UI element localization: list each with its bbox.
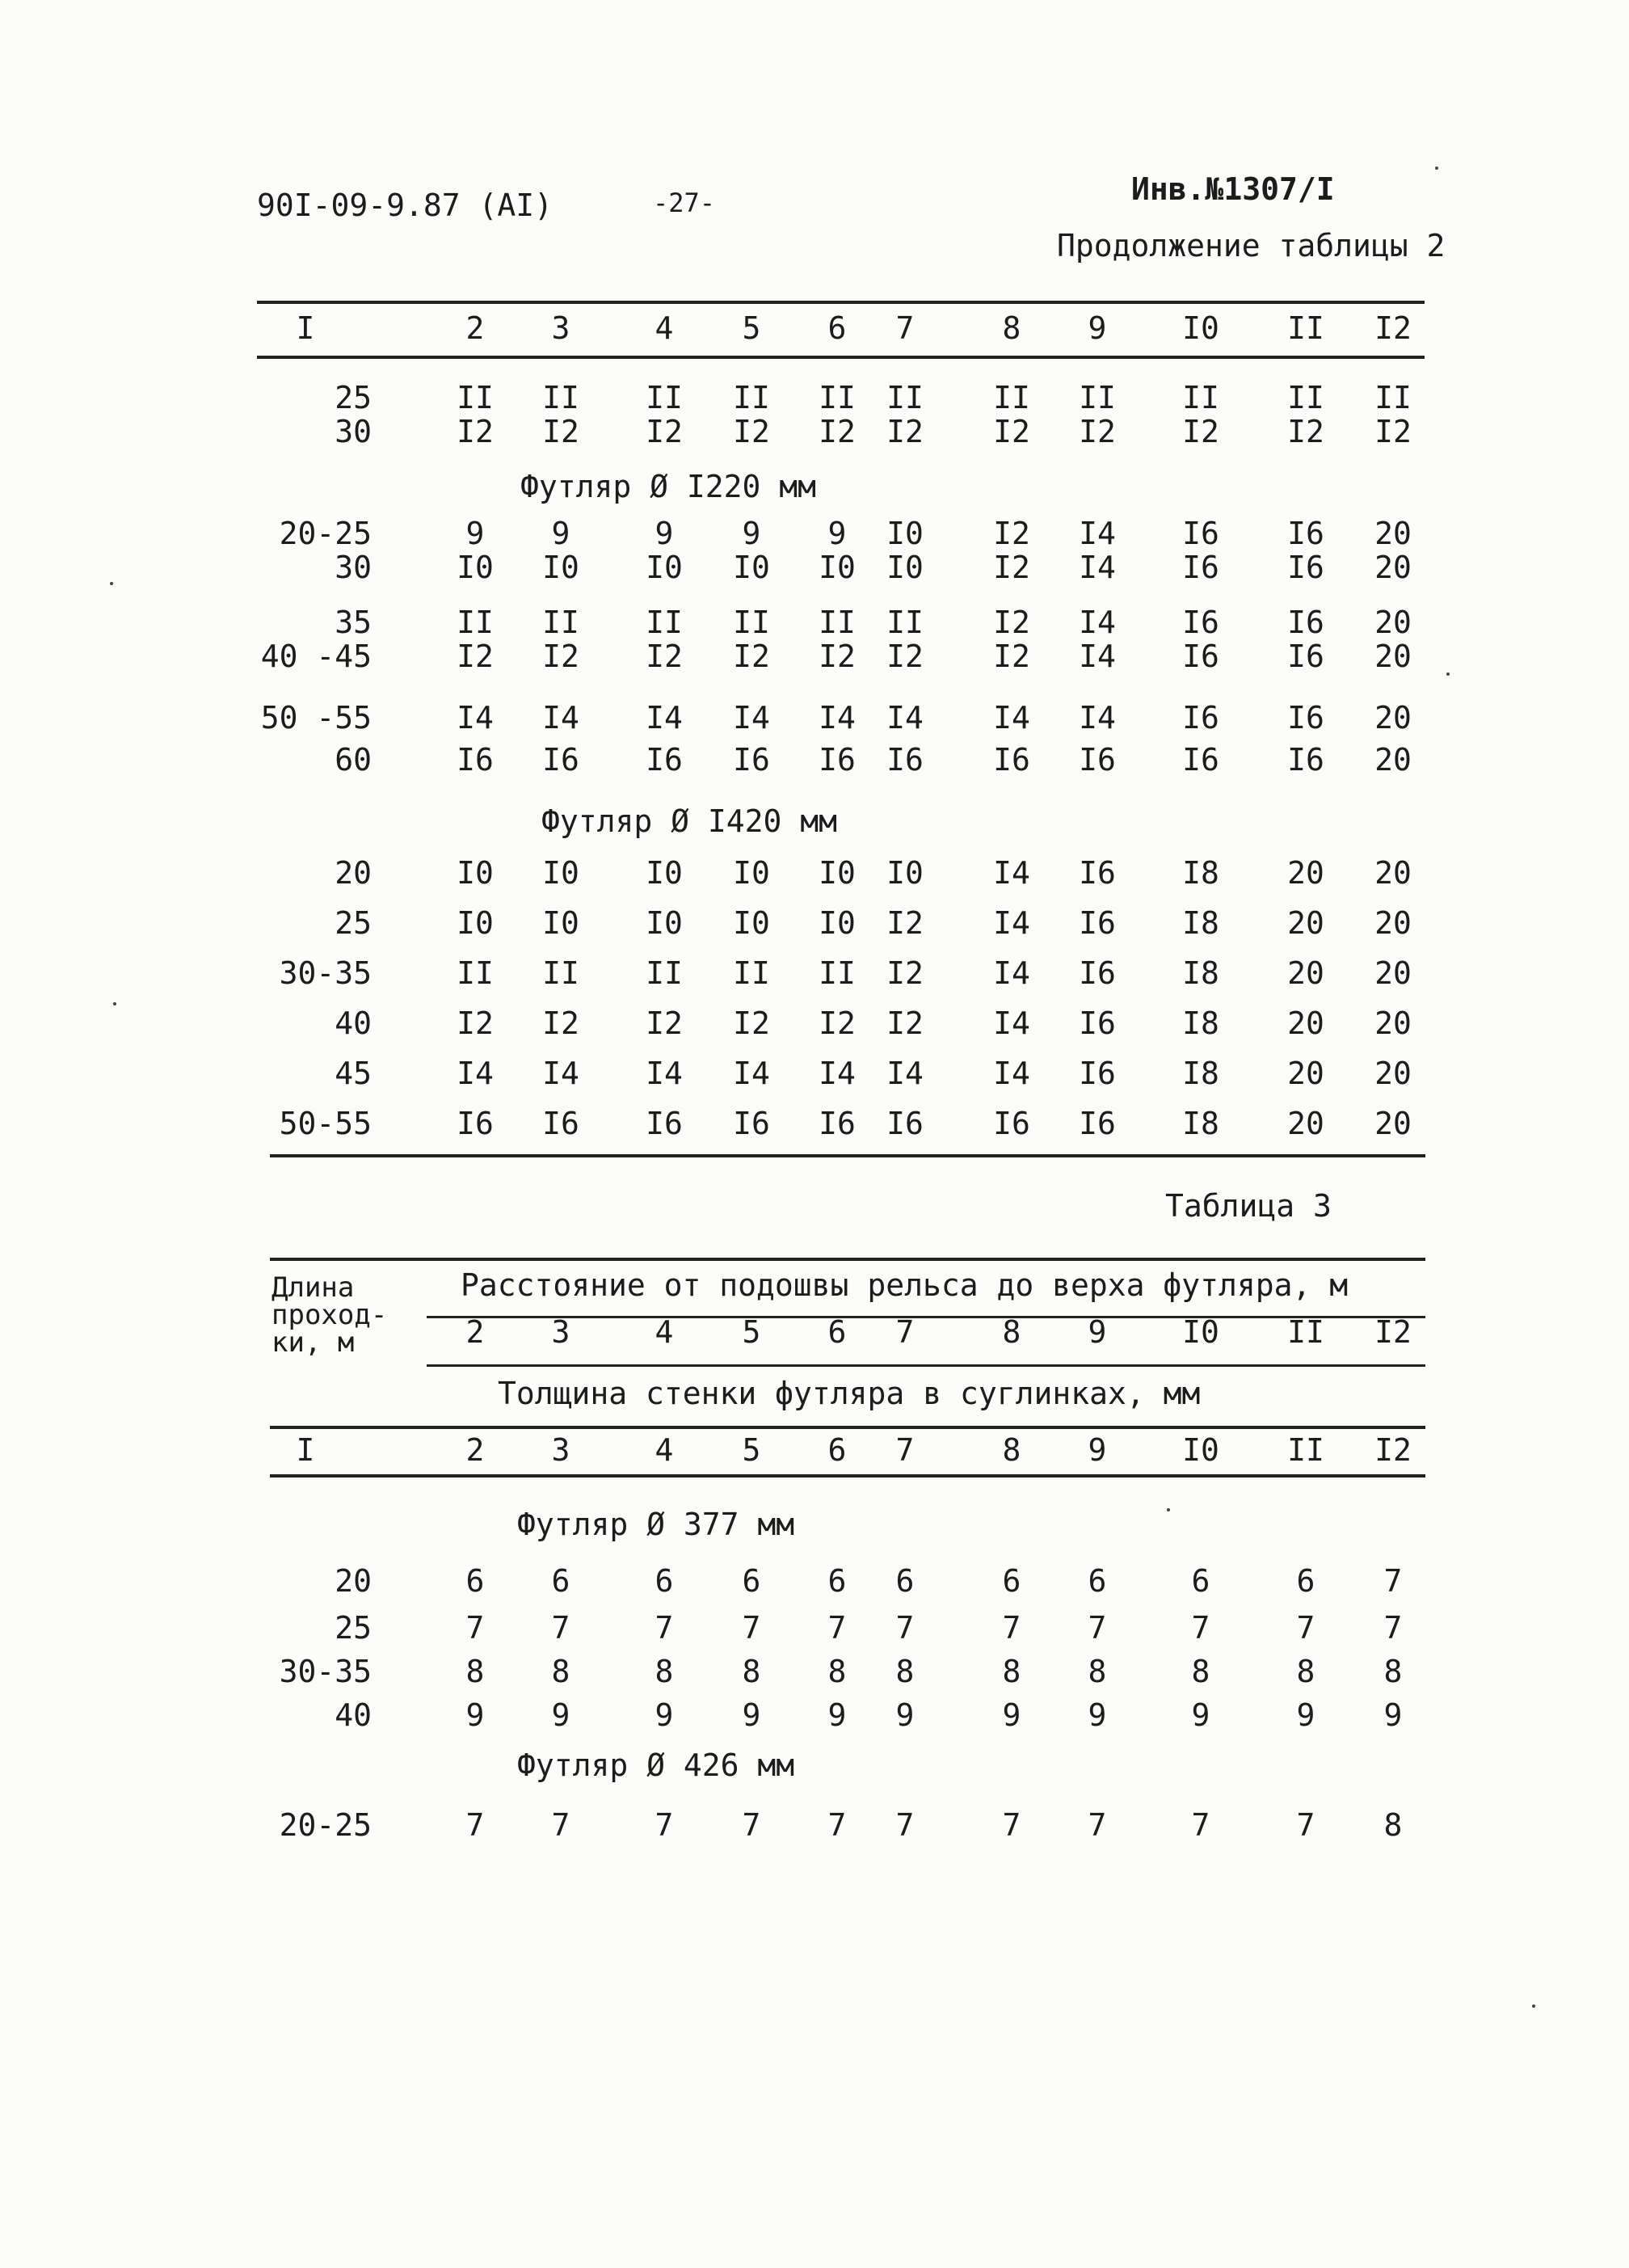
table-cell: I4 [993,855,1030,891]
table-cell: 7 [1002,1610,1021,1646]
table-cell: 6 [1002,1563,1021,1599]
column-header: 6 [827,310,847,346]
table-cell: I4 [733,700,770,736]
table-cell: I2 [819,414,856,449]
table-cell: 7 [551,1807,570,1843]
table-cell: I4 [993,700,1030,736]
table-cell: 7 [1296,1610,1315,1646]
scan-speck [1446,672,1450,676]
table-cell: 20 [1287,1005,1324,1041]
document-code: 90I-09-9.87 (AI) [257,188,554,223]
table-cell: I2 [542,1005,579,1041]
column-header: I2 [1374,1314,1412,1350]
table-cell: II [993,380,1030,415]
table-cell: 6 [551,1563,570,1599]
table-cell: I0 [542,855,579,891]
table-cell: I4 [993,1056,1030,1091]
table-cell: I4 [993,955,1030,991]
table-cell: I0 [457,855,494,891]
column-header: 3 [551,1432,570,1468]
table-cell: 20 [1374,605,1412,640]
table-cell: I0 [886,516,924,551]
table-cell: 9 [742,516,761,551]
table-cell: I2 [457,1005,494,1041]
table-cell: I0 [886,550,924,585]
column-header: 9 [1088,310,1107,346]
row-label: 35 [335,605,372,640]
table-cell: I2 [733,414,770,449]
table-cell: I6 [1287,516,1324,551]
table-cell: I0 [646,905,683,941]
table-cell: I6 [733,1106,770,1141]
table-cell: I0 [819,550,856,585]
table-cell: II [542,380,579,415]
column-header: I0 [1182,310,1219,346]
table-cell: I0 [886,855,924,891]
table-cell: 9 [1002,1697,1021,1733]
table-cell: 6 [1088,1563,1107,1599]
table-rule [270,1474,1425,1478]
table-cell: I6 [1287,550,1324,585]
table-cell: II [457,380,494,415]
table-cell: 7 [1002,1807,1021,1843]
table-cell: 8 [1191,1654,1210,1689]
page-number: -27- [653,188,716,218]
row-label: 25 [335,380,372,415]
table-cell: I2 [886,414,924,449]
table-cell: I0 [646,855,683,891]
table-cell: I2 [886,905,924,941]
table-cell: I6 [646,1106,683,1141]
table-cell: 7 [1088,1610,1107,1646]
table-cell: 9 [895,1697,915,1733]
table-cell: 20 [1374,700,1412,736]
column-header: 5 [742,1314,761,1350]
table-cell: I4 [819,1056,856,1091]
table-cell: I6 [819,1106,856,1141]
table-cell: II [1182,380,1219,415]
table-cell: 7 [1383,1610,1403,1646]
row-label: 50-55 [279,1106,372,1141]
table-cell: I6 [1287,639,1324,674]
scan-speck [110,582,113,585]
column-header: 4 [655,1314,674,1350]
section-title: Футляр Ø I420 мм [541,803,838,839]
column-header: I [296,1432,315,1468]
column-header: I2 [1374,310,1412,346]
row-label: 60 [335,742,372,778]
row-label: 45 [335,1056,372,1091]
table-cell: I6 [457,742,494,778]
table-cell: I6 [819,742,856,778]
table-cell: I6 [1287,742,1324,778]
table-cell: 20 [1374,550,1412,585]
table-cell: 9 [655,1697,674,1733]
column-header: II [1287,1432,1324,1468]
row-label: 40 [335,1005,372,1041]
table-cell: I2 [1374,414,1412,449]
table-cell: II [542,955,579,991]
table-cell: 8 [1002,1654,1021,1689]
table-cell: I4 [542,700,579,736]
table-cell: I6 [542,1106,579,1141]
column-header: 4 [655,1432,674,1468]
column-header: 9 [1088,1314,1107,1350]
row-label: 20 [335,1563,372,1599]
table-cell: I6 [1079,955,1116,991]
table-cell: II [733,605,770,640]
table-rule [270,1258,1425,1261]
table-cell: I6 [1182,550,1219,585]
scan-speck [1167,1508,1170,1511]
column-header: I2 [1374,1432,1412,1468]
column-header: 5 [742,310,761,346]
table-cell: 20 [1287,1106,1324,1141]
table-cell: I6 [993,1106,1030,1141]
table-cell: I2 [993,414,1030,449]
table-cell: 9 [827,516,847,551]
distance-header: Расстояние от подошвы рельса до верха футляра, м [461,1267,1349,1303]
table-cell: I2 [457,414,494,449]
row-label: 40 -45 [260,639,372,674]
row-label: 20 [335,855,372,891]
table-cell: 8 [1296,1654,1315,1689]
table-cell: 7 [1191,1610,1210,1646]
table-cell: 8 [1383,1654,1403,1689]
table-cell: I6 [1079,1056,1116,1091]
row-label: 30-35 [279,955,372,991]
row-label: 50 -55 [260,700,372,736]
row-label: 25 [335,1610,372,1646]
table-cell: I6 [646,742,683,778]
table-cell: 8 [655,1654,674,1689]
section-title: Футляр Ø I220 мм [520,469,817,504]
column-header: 7 [895,310,915,346]
column-header: 3 [551,310,570,346]
table-cell: I4 [886,1056,924,1091]
table-cell: 8 [742,1654,761,1689]
table-cell: 20 [1374,516,1412,551]
table-cell: I6 [542,742,579,778]
thickness-header: Толщина стенки футляра в суглинках, мм [498,1376,1201,1411]
table-cell: 6 [655,1563,674,1599]
table-cell: I0 [733,855,770,891]
table-cell: I4 [1079,550,1116,585]
table-cell: II [819,605,856,640]
row-label: 30 [335,550,372,585]
column-header: 7 [895,1432,915,1468]
row-label: 20-25 [279,516,372,551]
table-cell: I2 [993,550,1030,585]
table-cell: II [646,605,683,640]
table-cell: II [886,380,924,415]
table-cell: 9 [1296,1697,1315,1733]
table-cell: I2 [542,639,579,674]
table-cell: I6 [886,742,924,778]
table-cell: 9 [742,1697,761,1733]
table-cell: I2 [646,414,683,449]
table-cell: I2 [1079,414,1116,449]
column-header: 6 [827,1432,847,1468]
table-cell: I4 [886,700,924,736]
table-cell: I6 [733,742,770,778]
table-cell: 20 [1287,855,1324,891]
row-label: 20-25 [279,1807,372,1843]
table-cell: 7 [895,1807,915,1843]
column-header: I0 [1182,1432,1219,1468]
table-rule [270,1154,1425,1157]
table-cell: II [1287,380,1324,415]
table-cell: I0 [819,855,856,891]
table-cell: I2 [993,516,1030,551]
table-cell: I6 [1182,639,1219,674]
table-cell: 8 [1088,1654,1107,1689]
table-cell: I4 [457,1056,494,1091]
table-cell: I2 [993,605,1030,640]
table-cell: I6 [1079,855,1116,891]
table-cell: 20 [1374,1005,1412,1041]
table-continuation-label: Продолжение таблицы 2 [1057,228,1446,263]
table-cell: I4 [542,1056,579,1091]
table-cell: I6 [1079,905,1116,941]
row-label: 30 [335,414,372,449]
table-cell: I0 [819,905,856,941]
column-header: 7 [895,1314,915,1350]
table-cell: I6 [1182,605,1219,640]
table-cell: 7 [1383,1563,1403,1599]
table-cell: II [542,605,579,640]
table-cell: 8 [895,1654,915,1689]
length-header-line: ки, м [272,1326,355,1359]
table-cell: 20 [1374,1056,1412,1091]
table-cell: 9 [827,1697,847,1733]
table-cell: 7 [742,1807,761,1843]
table-cell: I6 [886,1106,924,1141]
column-header: I0 [1182,1314,1219,1350]
table-cell: 9 [655,516,674,551]
table-cell: 7 [895,1610,915,1646]
table-cell: I4 [733,1056,770,1091]
table-cell: I6 [1182,700,1219,736]
table-cell: I2 [457,639,494,674]
table-cell: I4 [646,1056,683,1091]
table-cell: 7 [742,1610,761,1646]
table-cell: 8 [827,1654,847,1689]
table-cell: 7 [1088,1807,1107,1843]
table-cell: 6 [827,1563,847,1599]
column-header: 4 [655,310,674,346]
table-cell: I6 [993,742,1030,778]
table-cell: 9 [465,1697,485,1733]
table-cell: I4 [1079,639,1116,674]
table-cell: 9 [1191,1697,1210,1733]
table-cell: 20 [1374,639,1412,674]
table-cell: I2 [819,639,856,674]
table-cell: I6 [1287,700,1324,736]
table-cell: 20 [1374,955,1412,991]
table-cell: I2 [646,639,683,674]
table-cell: I6 [1182,516,1219,551]
table-cell: I2 [542,414,579,449]
column-header: II [1287,1314,1324,1350]
table-cell: I2 [1182,414,1219,449]
table-cell: 6 [742,1563,761,1599]
table-cell: II [1374,380,1412,415]
table-cell: I4 [819,700,856,736]
table-cell: I8 [1182,1056,1219,1091]
table-cell: I0 [542,550,579,585]
table-cell: I2 [886,955,924,991]
table-cell: 7 [655,1610,674,1646]
table-cell: I6 [457,1106,494,1141]
table-cell: I0 [733,550,770,585]
table-cell: I2 [886,1005,924,1041]
table-cell: I0 [646,550,683,585]
table-cell: II [646,955,683,991]
table-cell: II [819,955,856,991]
table-cell: II [733,955,770,991]
table-cell: II [819,380,856,415]
column-header: 2 [465,1314,485,1350]
table-cell: 20 [1374,1106,1412,1141]
table-cell: 7 [827,1807,847,1843]
column-header: 2 [465,1432,485,1468]
table-cell: 20 [1287,905,1324,941]
column-header: 3 [551,1314,570,1350]
table-rule [270,1426,1425,1429]
table-cell: I0 [542,905,579,941]
table-cell: 20 [1287,1056,1324,1091]
table-cell: 20 [1374,855,1412,891]
table-cell: 20 [1374,905,1412,941]
column-header: II [1287,310,1324,346]
column-header: I [296,310,315,346]
table-cell: I4 [457,700,494,736]
section-title: Футляр Ø 426 мм [517,1747,795,1783]
length-header-line: проход- [272,1299,388,1331]
table-cell: 6 [1191,1563,1210,1599]
table-cell: I6 [1287,605,1324,640]
table-cell: 7 [1191,1807,1210,1843]
column-header: 2 [465,310,485,346]
table-cell: 9 [1383,1697,1403,1733]
table-cell: I8 [1182,855,1219,891]
table-cell: I6 [1079,1005,1116,1041]
table-cell: I2 [646,1005,683,1041]
table-cell: 7 [1296,1807,1315,1843]
column-header: 5 [742,1432,761,1468]
table-cell: I2 [733,1005,770,1041]
row-label: 40 [335,1697,372,1733]
table-cell: 7 [827,1610,847,1646]
scan-speck [1435,167,1438,170]
table-cell: 7 [465,1807,485,1843]
column-header: 8 [1002,310,1021,346]
table-cell: 9 [551,516,570,551]
table-cell: I2 [819,1005,856,1041]
table-cell: I4 [993,905,1030,941]
table-rule [257,356,1425,359]
row-label: 30-35 [279,1654,372,1689]
table-rule [257,301,1425,304]
table-cell: I2 [886,639,924,674]
table-cell: II [886,605,924,640]
table-cell: I4 [993,1005,1030,1041]
table-cell: I0 [733,905,770,941]
table-cell: I2 [1287,414,1324,449]
table-cell: 8 [465,1654,485,1689]
table-cell: 6 [465,1563,485,1599]
table-cell: 20 [1374,742,1412,778]
table-cell: II [646,380,683,415]
table-cell: I8 [1182,1005,1219,1041]
table-cell: I2 [733,639,770,674]
table-cell: 6 [1296,1563,1315,1599]
row-label: 25 [335,905,372,941]
table-cell: II [1079,380,1116,415]
table-cell: 7 [465,1610,485,1646]
table-cell: 20 [1287,955,1324,991]
scan-speck [113,1002,116,1005]
table-cell: 9 [551,1697,570,1733]
table-cell: II [457,605,494,640]
table-cell: 8 [551,1654,570,1689]
column-header: 6 [827,1314,847,1350]
table-cell: 7 [655,1807,674,1843]
table-cell: I8 [1182,905,1219,941]
table-cell: I4 [646,700,683,736]
table-cell: I4 [1079,700,1116,736]
table-cell: 9 [1088,1697,1107,1733]
table-cell: 9 [465,516,485,551]
scan-speck [1532,2005,1535,2008]
section-title: Футляр Ø 377 мм [517,1507,795,1542]
table-cell: II [457,955,494,991]
table-cell: I0 [457,550,494,585]
table-cell: I6 [1079,1106,1116,1141]
column-header: 8 [1002,1314,1021,1350]
length-header-line: Длина [272,1271,355,1304]
column-header: 8 [1002,1432,1021,1468]
table-cell: I6 [1182,742,1219,778]
column-header: 9 [1088,1432,1107,1468]
table-cell: 6 [895,1563,915,1599]
table-cell: I8 [1182,955,1219,991]
table-cell: I8 [1182,1106,1219,1141]
table-rule [427,1364,1425,1367]
table-cell: I2 [993,639,1030,674]
table-cell: I4 [1079,605,1116,640]
table-title: Таблица 3 [1165,1188,1332,1224]
inventory-number: Инв.№1307/I [1131,171,1335,207]
table-cell: 7 [551,1610,570,1646]
table-cell: II [733,380,770,415]
table-cell: 8 [1383,1807,1403,1843]
table-cell: I4 [1079,516,1116,551]
table-cell: I6 [1079,742,1116,778]
table-cell: I0 [457,905,494,941]
